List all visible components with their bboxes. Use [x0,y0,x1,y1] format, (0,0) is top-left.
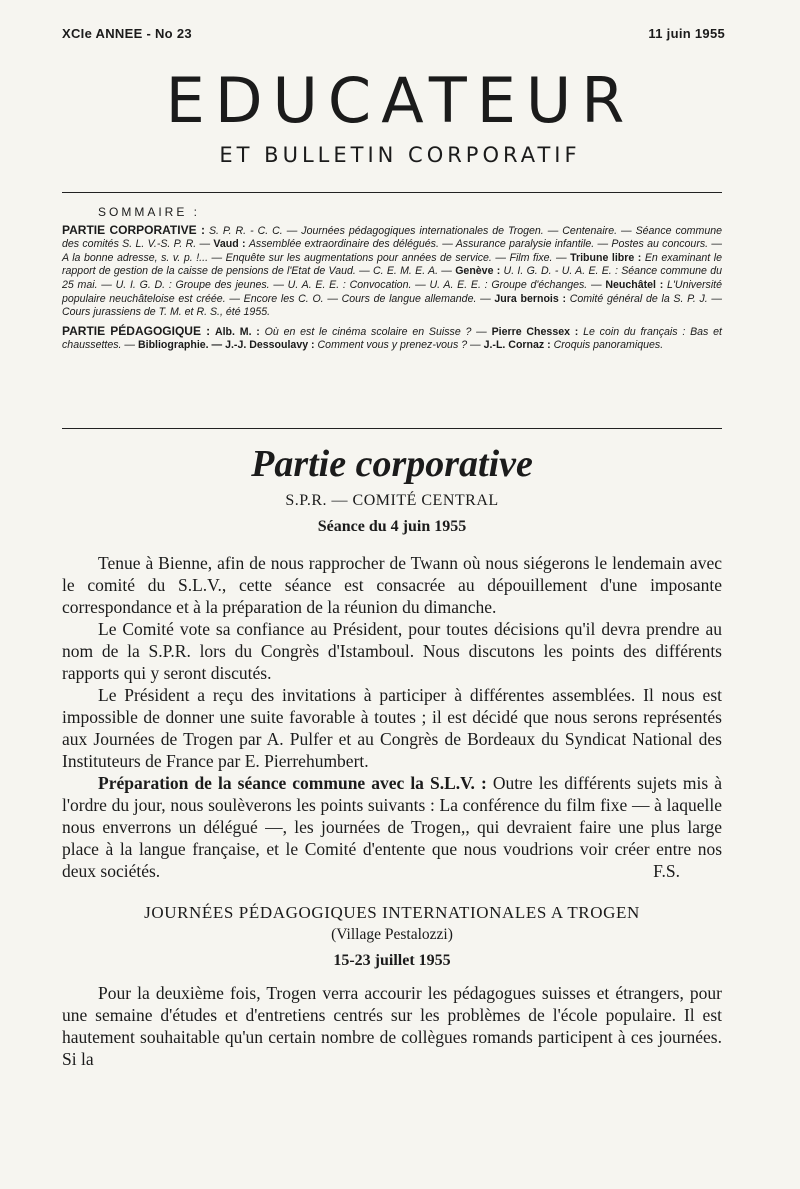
article-body [62,440,722,1070]
toc-entry-text: S. P. R. - C. C. — Journées pédagogiques internationales de Trogen. — Centenaire. — Séance commune des comités S. L. V.-S. P. R. — [62,224,722,251]
divider-top [62,192,722,193]
toc-entry-author: Alb. M. : [214,325,265,338]
toc-entry-text: Le coin du français : Bas et chaussettes. — [62,325,722,352]
paragraph-lead: Préparation de la séance commune avec la S.L.V. : [98,773,487,793]
second-article-heading: JOURNÉES PÉDAGOGIQUES INTERNATIONALES A TROGEN [144,903,640,922]
paragraph-text: Outre les différents sujets mis à l'ordre du jour, nous soulèverons les points suivants : La conférence du film fixe — à laquelle nous enverrons un délégué —, les journées de Trogen,, qui devraient faire une plus large place à la langue française, et le Comité d'entente que nous voudrions voir créer entre nos deux sociétés. [62,773,722,881]
divider-bottom [62,428,722,429]
toc-entry-author: Jura bernois : [494,292,570,305]
issue-number: XCIe ANNEE - No 23 [62,26,192,41]
second-article-subheading: (Village Pestalozzi) [331,926,453,943]
section-title: Partie corporative [251,443,533,485]
toc-entry-author: Vaud : [213,238,249,251]
issue-date: 11 juin 1955 [648,26,725,41]
paragraph: Pour la deuxième fois, Trogen verra accourir les pédagogues suisses et étrangers, pour une semaine d'études et d'entretiens centrés sur les problèmes de l'école populaire. Il est hautement souhaitable qu'un certain nombre de collègues romands participent à ces journées. Si la [62,983,722,1069]
toc-entry-author: Bibliographie. — J.-J. Dessoulavy : [137,339,318,352]
toc-entry-text: L'Université populaire neuchâteloise est créée. — Encore les C. O. — Cours de langue allemande. — [62,278,723,305]
toc-entry-author: Tribune libre : [570,251,645,264]
paragraph: Le Président a reçu des invitations à participer à différentes assemblées. Il nous est impossible de donner une suite favorable à toutes ; il est décidé que nous serons représentés aux Journées de Trogen par A. Pulfer et au Congrès de Bordeaux du Syndicat National des Instituteurs de France par E. Pierrehumbert. [62,685,722,771]
toc-entry-text: Croquis panoramiques. [553,339,664,352]
toc-heading: SOMMAIRE : [98,205,201,219]
toc-entry-text: Comité général de la S. P. J. — Cours jurassiens de T. M. et R. S., été 1955. [62,292,723,319]
toc-entry-author: Genève : [455,265,504,278]
article-subheading: S.P.R. — COMITÉ CENTRAL [285,492,499,509]
masthead-subtitle: ET BULLETIN CORPORATIF [219,143,581,167]
article-date-heading: Séance du 4 juin 1955 [317,518,467,535]
toc-entry-text: U. I. G. D. - U. A. E. E. : Séance commune du 25 mai. — U. I. G. D. : Groupe des jeunes. — U. A. E. E. : Convocation. — U. A. E. E. : Groupe d'échanges. — [62,265,722,291]
masthead-title: EDUCATEUR [165,64,635,137]
table-of-contents [62,206,722,358]
paragraph: Tenue à Bienne, afin de nous rapprocher de Twann où nous siégerons le lendemain avec le comité du S.L.V., cette séance est consacrée au dépouillement d'une imposante correspondance et à la préparation de la réunion du dimanche. [62,553,722,617]
toc-entry-text: Comment vous y prenez-vous ? — [317,339,484,352]
paragraph: Le Comité vote sa confiance au Président, pour toutes décisions qu'il devra prendre au nom de la S.P.R. lors du Congrès d'Istamboul. Nous discutons les points des différents rapports qui y seront discutés. [62,619,722,683]
toc-section-pedagogique [62,325,722,353]
toc-entry-author: Pierre Chessex : [491,325,584,338]
toc-entry-text: Où en est le cinéma scolaire en Suisse ? — [264,325,492,338]
toc-section-label: PARTIE PÉDAGOGIQUE : [62,323,211,338]
toc-entry-author: Neuchâtel : [605,278,667,291]
toc-section-label: PARTIE CORPORATIVE : [62,222,205,237]
toc-section-body [62,222,723,319]
toc-section-corporative [62,224,722,320]
second-article-date: 15-23 juillet 1955 [333,952,451,969]
toc-entry-author: J.-L. Cornaz : [483,339,554,352]
toc-entry-text: Assemblée extraordinaire des délégués. — Assurance paralysie infantile. — Postes au concours. — A la bonne adresse, s. v. p. !... — Enquête sur les augmentations pour années de service. — Film fixe. — [62,238,722,264]
signature: F.S. [653,861,680,881]
toc-entry-text: En examinant le rapport de gestion de la caisse de pensions de l'Etat de Vaud. — C. E. M. E. A. — [62,251,722,278]
